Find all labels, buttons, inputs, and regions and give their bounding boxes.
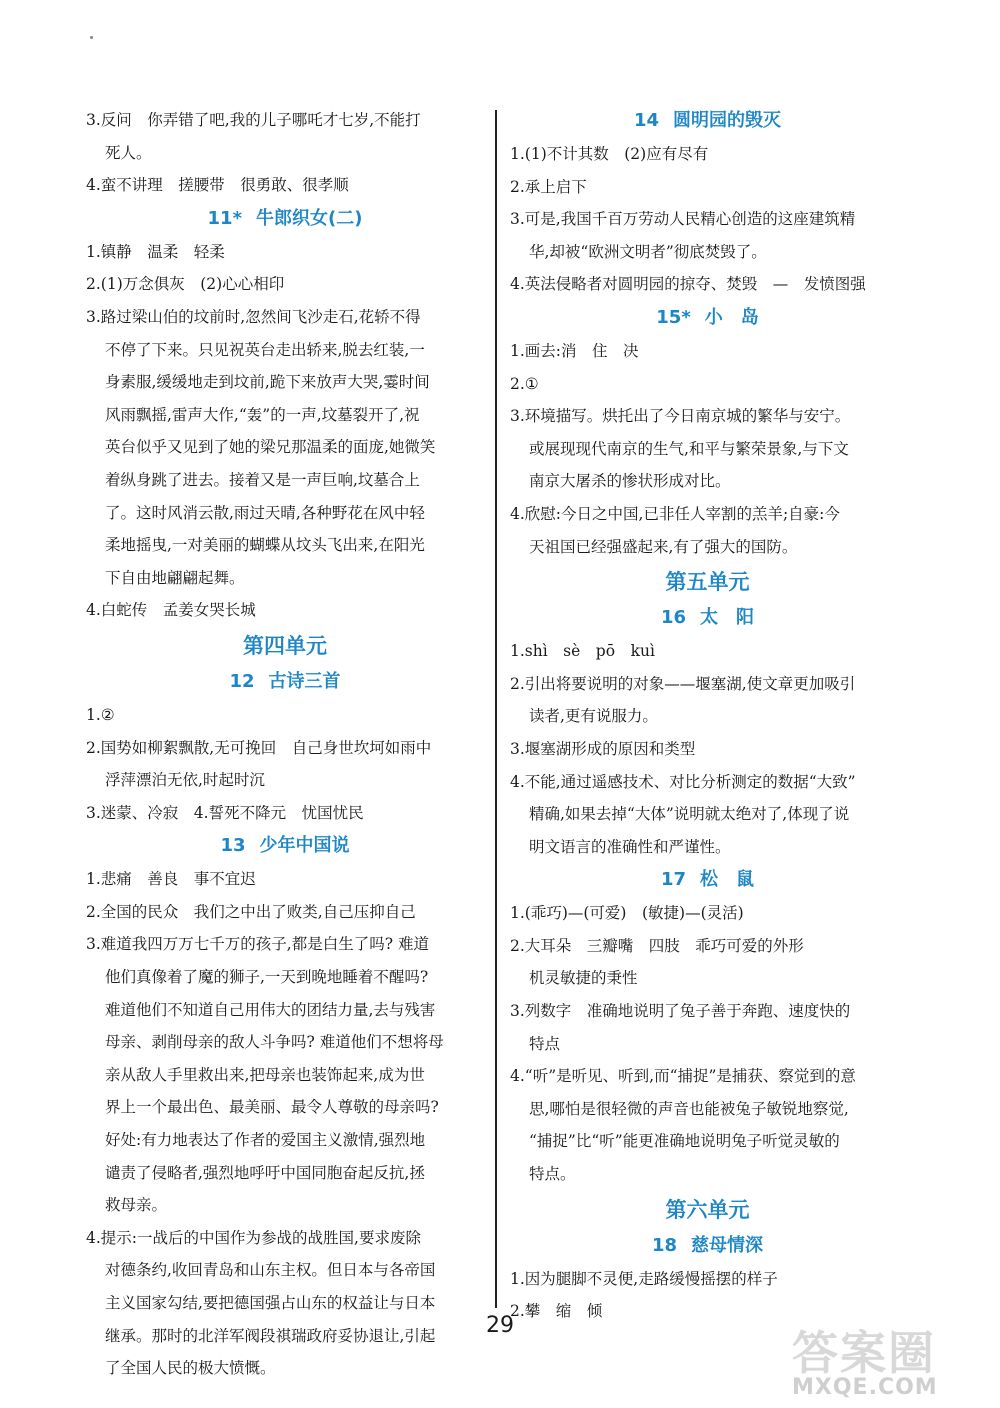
lesson-number: 17 [660, 869, 687, 891]
lesson-number: 11* [207, 207, 242, 229]
lesson-heading [510, 601, 905, 635]
answer-line: 他们真像着了魔的狮子,一天到晚地睡着不醒吗? [105, 968, 429, 987]
answer-line: 3.环境描写。烘托出了今日南京城的繁华与安宁。 [510, 407, 851, 426]
lesson-heading [86, 829, 484, 863]
lesson-number: 18 [651, 1234, 678, 1256]
answer-line: 母亲、剥削母亲的敌人斗争吗? 难道他们不想将母 [105, 1033, 444, 1052]
lesson-title: 古诗三首 [268, 670, 341, 692]
answer-line: 或展现现代南京的生气,和平与繁荣景象,与下文 [529, 439, 849, 458]
left-column [86, 104, 484, 1385]
answer-line: 3.路过梁山伯的坟前时,忽然间飞沙走石,花轿不得 [86, 307, 421, 326]
lesson-number: 14 [633, 110, 660, 131]
answer-line: 浮萍漂泊无依,时起时沉 [105, 771, 265, 790]
lesson-title: 松 鼠 [700, 869, 755, 891]
answer-line: 4.蛮不讲理 搓腰带 很勇敢、很孝顺 [86, 176, 349, 195]
answer-line: 2.全国的民众 我们之中出了败类,自己压抑自己 [86, 902, 416, 921]
lesson-number: 12 [229, 670, 255, 692]
answer-line: 好处:有力地表达了作者的爱国主义激情,强烈地 [105, 1131, 426, 1150]
lesson-title: 圆明园的毁灭 [673, 110, 782, 131]
answer-line: 3.可是,我国千百万劳动人民精心创造的这座建筑精 [510, 210, 856, 229]
answer-line: 1.镇静 温柔 轻柔 [86, 242, 225, 261]
answer-line: 2.承上启下 [510, 177, 587, 196]
lesson-number: 16 [660, 607, 687, 629]
answer-line: 柔地摇曳,一对美丽的蝴蝶从坟头飞出来,在阳光 [105, 536, 425, 555]
lesson-title: 少年中国说 [259, 835, 350, 857]
right-column [510, 104, 905, 1328]
answer-line: 对德条约,收回青岛和山东主权。但日本与各帝国 [105, 1261, 436, 1280]
answer-line: 1.shì sè pō kuì [510, 642, 655, 661]
scan-speck [90, 36, 93, 39]
answer-line: 着纵身跳了进去。接着又是一声巨响,坟墓合上 [105, 470, 420, 489]
watermark-url: MXQE.COM [792, 1375, 938, 1400]
answer-line: 1.画去:消 住 决 [510, 341, 639, 360]
answer-line: 4.英法侵略者对圆明园的掠夺、焚毁 — 发愤图强 [510, 275, 866, 294]
watermark-title: 答案圈 [792, 1326, 936, 1380]
answer-line: 2.(1)万念俱灰 (2)心心相印 [86, 275, 285, 294]
answer-line: 南京大屠杀的惨状形成对比。 [529, 472, 731, 491]
answer-line: 天祖国已经强盛起来,有了强大的国防。 [529, 537, 798, 556]
answer-line: 了。这时风消云散,雨过天晴,各种野花在风中轻 [105, 503, 425, 522]
lesson-number: 13 [220, 835, 246, 857]
page-number: 29 [486, 1313, 514, 1338]
answer-line: 明文语言的准确性和严谨性。 [529, 837, 731, 856]
answer-line: 下自由地翩翩起舞。 [105, 568, 245, 587]
answer-line: “捕捉”比“听”能更准确地说明兔子听觉灵敏的 [529, 1132, 840, 1151]
lesson-title: 慈母情深 [691, 1234, 764, 1256]
answer-line: 2.引出将要说明的对象——堰塞湖,使文章更加吸引 [510, 674, 856, 693]
answer-line: 4.“听”是听见、听到,而“捕捉”是捕获、察觉到的意 [510, 1067, 856, 1086]
answer-line: 特点 [529, 1034, 561, 1053]
answer-line: 3.反问 你弄错了吧,我的儿子哪吒才七岁,不能打 [86, 111, 421, 129]
answer-line: 3.难道我四万万七千万的孩子,都是白生了吗? 难道 [86, 935, 429, 954]
lesson-number: 15* [656, 306, 691, 328]
answer-line: 英台似乎又见到了她的梁兄那温柔的面庞,她微笑 [105, 438, 436, 457]
answer-line: 风雨飘摇,雷声大作,“轰”的一声,坟墓裂开了,祝 [105, 405, 420, 424]
answer-line: 主义国家勾结,要把德国强占山东的权益让与日本 [105, 1294, 436, 1312]
answer-line: 特点。 [529, 1165, 576, 1184]
answer-line: 1.悲痛 善良 事不宜迟 [86, 870, 256, 889]
lesson-heading [86, 665, 484, 699]
answer-line: 2.国势如柳絮飘散,无可挽回 自己身世坎坷如雨中 [86, 738, 432, 757]
answer-line: 继承。那时的北洋军阀段祺瑞政府妥协退让,引起 [105, 1326, 436, 1345]
answer-line: 1.因为腿脚不灵便,走路缓慢摇摆的样子 [510, 1269, 778, 1288]
answer-line: 4.欣慰:今日之中国,已非任人宰割的羔羊;自豪:今 [510, 504, 840, 523]
answer-line: 亲从敌人手里救出来,把母亲也装饰起来,成为世 [105, 1065, 425, 1084]
lesson-title: 太 阳 [700, 607, 755, 629]
answer-line: 4.白蛇传 孟姜女哭长城 [86, 601, 256, 620]
answer-line: 机灵敏捷的秉性 [529, 969, 638, 988]
answer-line: 救母亲。 [105, 1196, 168, 1215]
answer-line: 3.迷蒙、冷寂 4.誓死不降元 忧国忧民 [86, 803, 364, 822]
watermark-logo [792, 1326, 982, 1402]
lesson-title: 小 岛 [704, 306, 759, 328]
answer-line: 精确,如果去掉“大体”说明就太绝对了,体现了说 [529, 805, 850, 824]
lesson-heading [510, 863, 905, 897]
answer-line: 4.提示:一战后的中国作为参战的战胜国,要求废除 [86, 1228, 421, 1247]
answer-line: 不停了下来。只见祝英台走出轿来,脱去红装,一 [105, 340, 425, 359]
answer-line: 思,哪怕是很轻微的声音也能被兔子敏锐地察觉, [529, 1099, 849, 1118]
unit-heading: 第六单元 [665, 1197, 750, 1222]
answer-line: 3.列数字 准确地说明了兔子善于奔跑、速度快的 [510, 1002, 851, 1021]
answer-line: 2.① [510, 374, 539, 393]
lesson-heading [510, 104, 905, 138]
answer-line: 死人。 [105, 143, 152, 162]
answer-line: 2.攀 缩 倾 [510, 1302, 603, 1321]
answer-line: 身素服,缓缓地走到坟前,跪下来放声大哭,霎时间 [105, 373, 430, 392]
answer-line: 了全国人民的极大愤慨。 [105, 1359, 276, 1378]
answer-line: 界上一个最出色、最美丽、最令人尊敬的母亲吗? [105, 1098, 439, 1117]
answer-line: 3.堰塞湖形成的原因和类型 [510, 739, 696, 758]
answer-line: 4.不能,通过遥感技术、对比分析测定的数据“大致” [510, 772, 856, 791]
answer-line: 1.(1)不计其数 (2)应有尽有 [510, 145, 709, 163]
lesson-heading [510, 1229, 905, 1263]
answer-line: 1.② [86, 705, 115, 724]
answer-line: 1.(乖巧)—(可爱) (敏捷)—(灵活) [510, 904, 744, 923]
lesson-heading [510, 301, 905, 335]
column-divider [495, 110, 497, 1308]
lesson-heading [86, 202, 484, 236]
answer-line: 谴责了侵略者,强烈地呼吁中国同胞奋起反抗,拯 [105, 1163, 425, 1182]
answer-line: 读者,更有说服力。 [529, 707, 658, 726]
unit-heading: 第四单元 [243, 633, 327, 658]
unit-heading: 第五单元 [665, 570, 750, 595]
lesson-title: 牛郎织女(二) [256, 207, 363, 229]
answer-line: 华,却被“欧洲文明者”彻底焚毁了。 [529, 242, 767, 261]
answer-line: 2.大耳朵 三瓣嘴 四肢 乖巧可爱的外形 [510, 936, 804, 955]
answer-line: 难道他们不知道自己用伟大的团结力量,去与残害 [105, 1000, 436, 1019]
